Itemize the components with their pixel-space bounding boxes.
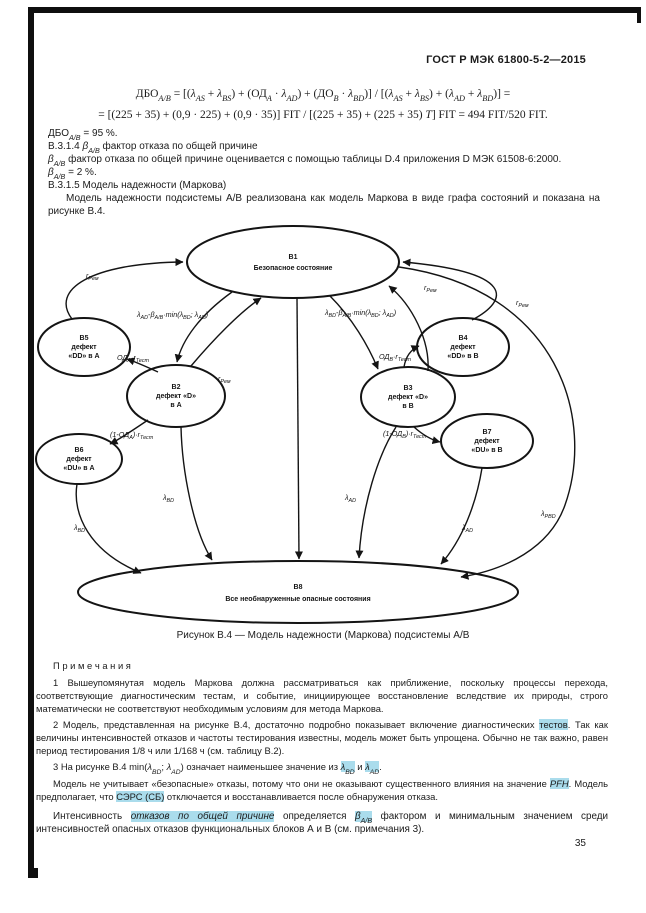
transition-b6-b8-label: $\lambda_{BD}$ xyxy=(74,523,86,535)
state-b5-desc: дефект xyxy=(71,344,97,351)
note-continuation: Модель не учитывает «безопасные» отказы, потому что они не оказывают существенного влияния на значение PFH. Модель предполагает, что СЭРС (СБ) отключается и восстанавливается после обнаружения отказа. xyxy=(36,777,609,802)
state-b8 xyxy=(78,561,518,623)
transition-b2-b6-label: $(1-ОД_А)\cdot r_{Тест}$ xyxy=(110,430,154,442)
transition-b1-b3-path xyxy=(330,296,378,369)
transition-b2-b6-path xyxy=(110,420,148,444)
body-line-sff-result: $ДБО_{A/B} = 95$ %. xyxy=(48,128,118,142)
transition-b1-b2-path xyxy=(177,292,232,362)
notes-section xyxy=(36,660,608,837)
state-b8-ellipse xyxy=(78,561,518,623)
state-b4-desc: дефект xyxy=(450,344,476,351)
state-b3 xyxy=(361,367,455,427)
state-b1-desc: Безопасное состояние xyxy=(253,265,333,272)
transition-b7-b8-path xyxy=(441,468,482,564)
transition-b6-b8-path xyxy=(76,484,141,573)
body-text xyxy=(48,127,600,218)
formula-line-2: = [(225 + 35) + (0,9 · 225) + (0,9 · 35)] FIT / [(225 + 35) + (225 + 35) T] FIT = 494 FIT/520 FIT. xyxy=(98,109,548,121)
transition-b3-b1-path xyxy=(389,286,428,371)
formula-block xyxy=(40,84,606,126)
transition-b2-b5-path xyxy=(127,359,158,372)
note-item-2: 2 Модель, представленная на рисунке В.4, достаточно подробно показывает включение диагностических тестов. Так как величины интенсивностей отказов и частоты тестирования известны, модель может быть упрощена. Обычно не так важно, равен период тестирования 1/8 ч или 1/168 ч (см. таблицу В.2). xyxy=(36,719,608,756)
state-b1-id: В1 xyxy=(288,254,298,261)
transition-b3-b7-path xyxy=(414,427,440,442)
standard-code-header: ГОСТ Р МЭК 61800-5-2—2015 xyxy=(426,54,586,66)
body-line-clause-b314: В.3.1.4 $\beta_{A/B}$ фактор отказа по общей причине xyxy=(48,141,258,155)
transition-b1-b3-label: $\lambda_{BD}-\beta_{A/B}\cdot\min(\lambda_{BD}$; $\lambda_{AD}$) xyxy=(325,308,397,320)
transition-b3-b8-label: $\lambda_{AD}$ xyxy=(345,493,357,505)
state-b2-id: В2 xyxy=(171,384,181,391)
state-b3-desc2: в В xyxy=(402,403,414,410)
body-line-clause-b315: В.3.1.5 Модель надежности (Маркова) xyxy=(48,180,227,191)
note-item-1: 1 Вышеупомянутая модель Маркова должна рассматриваться как приближение, поскольку процессы перехода, соответствующие диагностическим тестам, и событие, инициирующее восстановление вследствие их природы, строго математически не соответствуют необходимым условиям для метода Маркова. xyxy=(36,676,608,714)
state-b7 xyxy=(441,414,533,468)
scan-border-right xyxy=(637,7,641,23)
state-b2-desc2: в А xyxy=(170,402,182,409)
state-b4-id: В4 xyxy=(458,335,468,342)
state-b5-desc2: «DD» в А xyxy=(68,353,100,360)
transition-b5-b1-label: $r_{Рем}$ xyxy=(86,271,99,283)
scan-border-foot xyxy=(28,868,38,878)
scan-border-left xyxy=(28,7,34,873)
state-b1 xyxy=(187,226,399,298)
transition-b2-b1-label: $r_{Рем}$ xyxy=(218,374,231,386)
transition-b3-b4-label: $ОД_В\cdot r_{Тест}$ xyxy=(379,352,412,364)
state-b5 xyxy=(38,318,130,376)
transition-b4-b1-path xyxy=(403,262,496,320)
note-item-3: 3 На рисунке В.4 $\min(\lambda_{BD}$; $\lambda_{AD}$) означает наименьшее значение из $\lambda_{BD}$ и $\lambda_{AD}$. xyxy=(53,761,382,777)
state-b2-ellipse xyxy=(127,365,225,427)
body-line-beta-value: $\beta_{A/B} = 2$ %. xyxy=(48,167,97,181)
state-b6-id: В6 xyxy=(74,447,84,454)
transition-b3-b1-label: $r_{Рем}$ xyxy=(424,283,437,295)
transition-b1-b8-label: $\lambda_{PBD}$ xyxy=(541,509,556,521)
state-b7-desc2: «DU» в В xyxy=(471,447,503,454)
state-b5-ellipse xyxy=(38,318,130,376)
state-b4-desc2: «DD» в В xyxy=(447,353,479,360)
state-b1-ellipse xyxy=(187,226,399,298)
state-b2 xyxy=(127,365,225,427)
state-b6 xyxy=(36,434,122,484)
state-b8-id: В8 xyxy=(293,584,303,591)
transition-b2-b8-label: $\lambda_{BD}$ xyxy=(163,493,175,505)
transition-b3-b4-path xyxy=(404,346,419,367)
state-b2-desc: дефект «D» xyxy=(156,393,196,400)
state-b5-id: В5 xyxy=(79,335,89,342)
transition-b4-b1-label: $r_{Рем}$ xyxy=(516,298,529,310)
body-line-beta-estimation: $\beta_{A/B}$ фактор отказа по общей причине оценивается с помощью таблицы D.4 приложения D МЭК 61508-6:2000. xyxy=(48,154,562,168)
transition-b3-b7-label: $(1-ОД_В)\cdot r_{Тест}$ xyxy=(383,429,427,441)
state-b3-desc: дефект «D» xyxy=(388,394,428,401)
state-b4 xyxy=(417,318,509,376)
figure-caption: Рисунок В.4 — Модель надежности (Маркова) подсистемы А/В xyxy=(176,630,470,641)
state-b4-ellipse xyxy=(417,318,509,376)
closing-paragraph: Интенсивность отказов по общей причине определяется $\beta_{A/B}$ фактором и минимальным значением среди интенсивностей опасных отказов функциональных блоков А и В (см. примечания 3). xyxy=(36,810,609,836)
state-b3-id: В3 xyxy=(403,385,413,392)
transition-b2-b1-path xyxy=(191,298,261,366)
transition-b5-b1-path xyxy=(66,262,183,319)
transition-b1-b2-label: $\lambda_{AD}-\beta_{A/B}\cdot\min(\lambda_{BD}$; $\lambda_{AD}$) xyxy=(137,310,209,322)
state-b7-ellipse xyxy=(441,414,533,468)
state-b6-desc2: «DU» в А xyxy=(63,465,95,472)
transition-b2-b5-label: $ОД_А\cdot r_{Тест}$ xyxy=(117,353,150,365)
scan-border-top xyxy=(28,7,641,13)
state-b8-desc: Все необнаруженные опасные состояния xyxy=(225,596,371,603)
state-b6-ellipse xyxy=(36,434,122,484)
transition-b7-b8-label: $\lambda_{AD}$ xyxy=(462,523,474,535)
formula-line-1: $ДБО_{A/B} = [(\lambda_{AS} + \lambda_{BS}) + (ОД_A \cdot \lambda_{AD}) + (ДО_B \cdot \lambda_{BD})] / [(\lambda_{AS} + \lambda_{BS}) + (\lambda_{AD} + \lambda_{BD})]$ = xyxy=(135,88,511,104)
transition-b1-b8-right-path xyxy=(399,267,575,577)
state-b6-desc: дефект xyxy=(66,456,92,463)
page-number: 35 xyxy=(574,838,586,849)
state-b7-id: В7 xyxy=(482,429,492,436)
state-b7-desc: дефект xyxy=(474,438,500,445)
transition-b2-b8-path xyxy=(181,427,212,560)
transition-b3-b8-path xyxy=(359,427,396,558)
transition-b1-b8-center-path xyxy=(297,298,299,559)
body-paragraph-markov: Модель надежности подсистемы А/В реализована как модель Маркова в виде графа состояний и показана на рисунке В.4. xyxy=(48,193,600,217)
state-b3-ellipse xyxy=(361,367,455,427)
notes-title: П р и м е ч а н и я xyxy=(53,660,131,671)
